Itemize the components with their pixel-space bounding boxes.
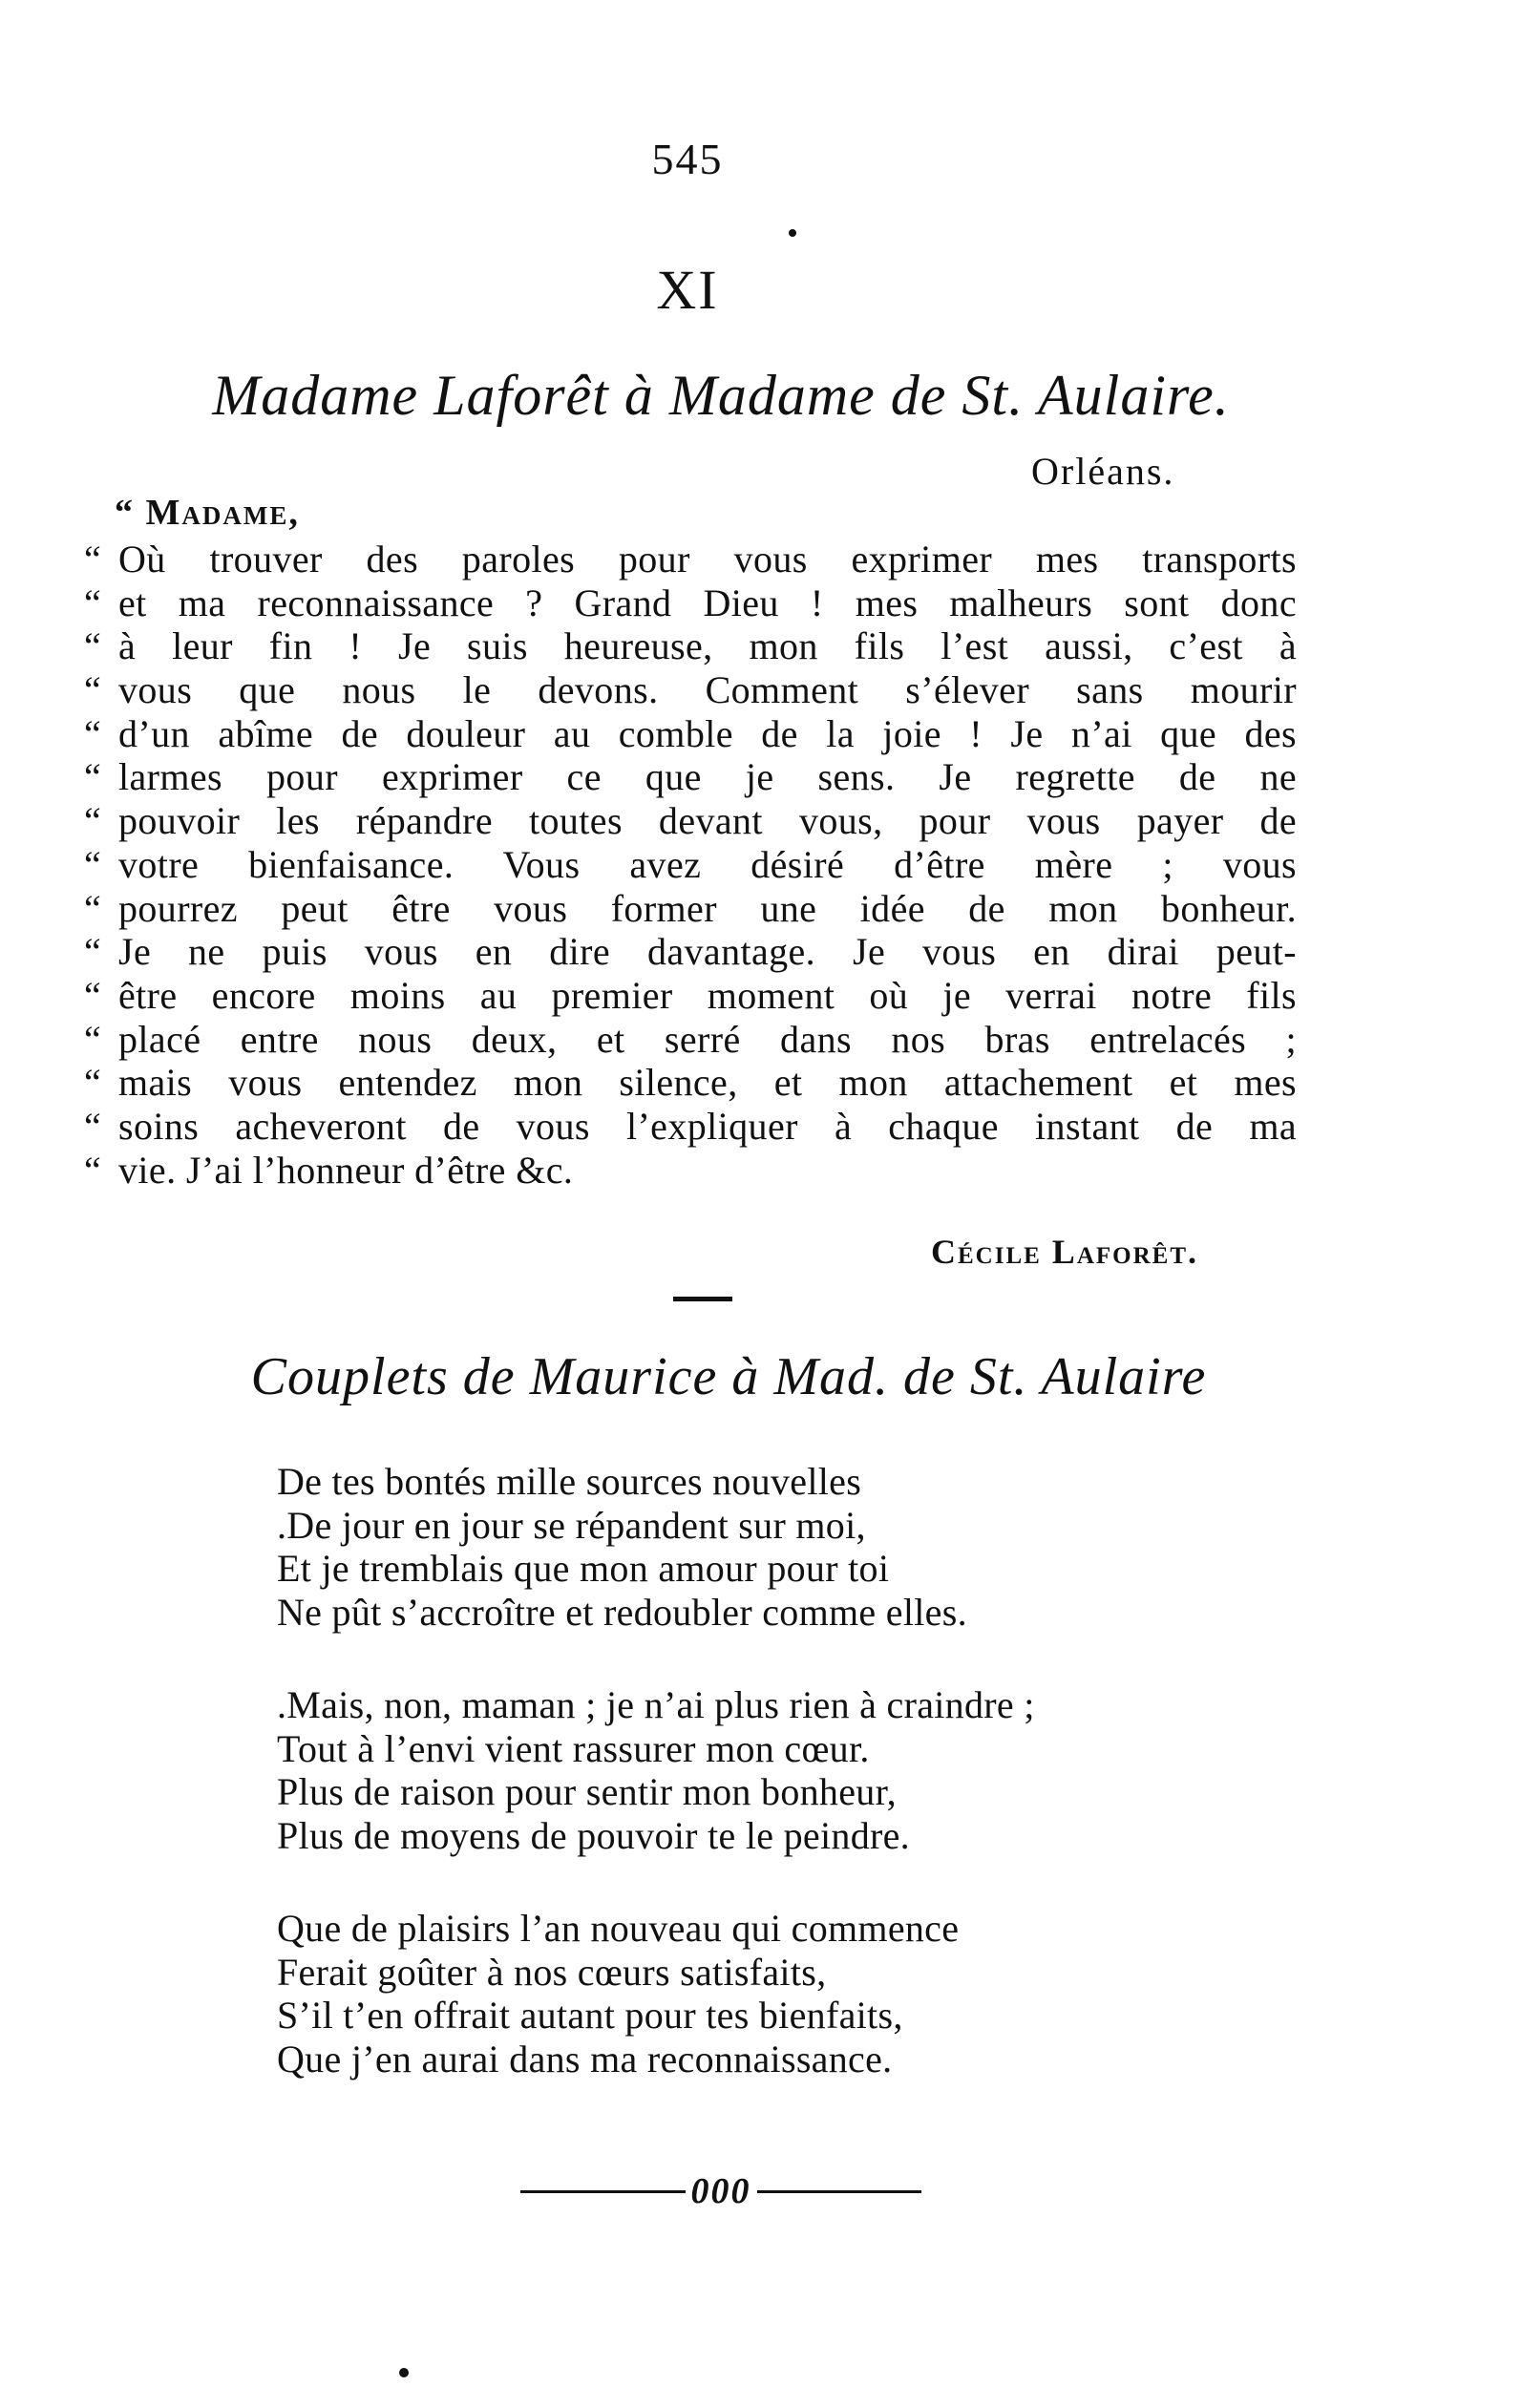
- letter-line: [84, 623, 1297, 667]
- quote-mark: “: [84, 886, 101, 930]
- quote-mark: “: [84, 668, 101, 712]
- page-number: 545: [651, 135, 724, 183]
- letter-line-text: votre bienfaisance. Vous avez désiré d’être mère ; vous: [118, 842, 1297, 886]
- poem-verse: Plus de moyens de pouvoir te le peindre.: [277, 1813, 910, 1857]
- letter-line-text: à leur fin ! Je suis heureuse, mon fils l’est aussi, c’est à: [118, 624, 1297, 668]
- poem-stanza: [277, 1459, 1279, 1633]
- poem-stanza: [277, 1682, 1279, 1856]
- letter-line-text: être encore moins au premier moment où je verrai notre fils: [118, 973, 1297, 1017]
- poem-title: Couplets de Maurice à Mad. de St. Aulaire: [250, 1347, 1207, 1406]
- letter-line: [84, 842, 1297, 886]
- letter-line-text: et ma reconnaissance ? Grand Dieu ! mes malheurs sont donc: [118, 581, 1297, 624]
- letter-line-text: pourrez peut être vous former une idée de mon bonheur.: [118, 886, 1297, 930]
- quote-mark: “: [84, 581, 101, 624]
- quote-mark: “: [84, 799, 101, 843]
- letter-line-text: Où trouver des paroles pour vous exprimer mes transports: [118, 538, 1297, 581]
- letter-line: [84, 1104, 1297, 1148]
- letter-line: [84, 754, 1297, 798]
- poem-verse: S’il t’en offrait autant pour tes bienfaits,: [277, 1994, 903, 2037]
- letter-line-text: mais vous entendez mon silence, et mon attachement et mes: [118, 1061, 1297, 1105]
- poem-verse: Ne pût s’accroître et redoubler comme elles.: [277, 1590, 967, 1634]
- letter-line: [84, 667, 1297, 711]
- letter-body: [84, 537, 1297, 1191]
- letter-line: [84, 929, 1297, 973]
- ink-speck: [399, 2368, 409, 2377]
- letter-line-text: placé entre nous deux, et serré dans nos bras entrelacés ;: [118, 1017, 1297, 1061]
- letter-line: [84, 537, 1297, 581]
- quote-mark: “: [84, 1148, 101, 1192]
- letter-line-text: Je ne puis vous en dire davantage. Je vous en dirai peut-: [118, 930, 1297, 974]
- quote-mark: “: [84, 930, 101, 974]
- poem-verse: Que de plaisirs l’an nouveau qui commence: [277, 1907, 960, 1950]
- letter-line-text: pouvoir les répandre toutes devant vous, pour vous payer de: [118, 799, 1297, 843]
- letter-line-text: vie. J’ai l’honneur d’être &c.: [118, 1148, 574, 1192]
- letter-line: [84, 711, 1297, 755]
- end-ornament: [520, 2167, 921, 2215]
- end-rule-right: [757, 2190, 922, 2193]
- letter-line: [84, 973, 1297, 1017]
- quote-mark: “: [84, 973, 101, 1017]
- section-numeral: XI: [656, 259, 719, 321]
- poem-verse: Plus de raison pour sentir mon bonheur,: [277, 1770, 897, 1813]
- letter-line: [84, 1060, 1297, 1104]
- letter-line: [84, 1148, 1297, 1192]
- poem-verse: Ferait goûter à nos cœurs satisfaits,: [277, 1950, 827, 1994]
- letter-line: [84, 581, 1297, 624]
- quote-mark: “: [84, 1104, 101, 1148]
- end-mark: 000: [690, 2171, 751, 2211]
- letter-line-text: d’un abîme de douleur au comble de la joie ! Je n’ai que des: [118, 711, 1297, 755]
- letter-line: [84, 1017, 1297, 1061]
- letter-line: [84, 798, 1297, 842]
- poem-verse: De tes bontés mille sources nouvelles: [277, 1460, 862, 1503]
- poem-stanza: [277, 1906, 1279, 2080]
- quote-mark: “: [84, 711, 101, 755]
- quote-mark: “: [84, 842, 101, 886]
- poem-verse: Tout à l’envi vient rassurer mon cœur.: [277, 1726, 870, 1770]
- end-rule-left: [520, 2190, 686, 2193]
- quote-mark: “: [84, 538, 101, 581]
- poem: [277, 1459, 1279, 2129]
- letter-line: [84, 886, 1297, 930]
- letter-line-text: vous que nous le devons. Comment s’élever sans mourir: [118, 668, 1297, 712]
- letter-line-text: soins acheveront de vous l’expliquer à chaque instant de ma: [118, 1104, 1297, 1148]
- quote-mark: “: [84, 624, 101, 668]
- poem-verse: Que j’en aurai dans ma reconnaissance.: [277, 2037, 893, 2081]
- letter-line-text: larmes pour exprimer ce que je sens. Je regrette de ne: [118, 755, 1297, 799]
- letter-place: Orléans.: [1031, 450, 1175, 493]
- ink-speck: [789, 229, 796, 237]
- letter-signature: Cécile Laforêt.: [931, 1233, 1198, 1271]
- poem-verse: .Mais, non, maman ; je n’ai plus rien à craindre ;: [277, 1683, 1035, 1726]
- poem-verse: .De jour en jour se répandent sur moi,: [277, 1503, 866, 1547]
- letter-title: Madame Laforêt à Madame de St. Aulaire.: [212, 364, 1230, 427]
- section-divider: [673, 1297, 732, 1301]
- quote-mark: “: [84, 1061, 101, 1105]
- quote-mark: “: [84, 1017, 101, 1061]
- quote-mark: “: [84, 755, 101, 799]
- letter-salutation: “ Madame,: [115, 493, 300, 533]
- poem-verse: Et je tremblais que mon amour pour toi: [277, 1547, 890, 1590]
